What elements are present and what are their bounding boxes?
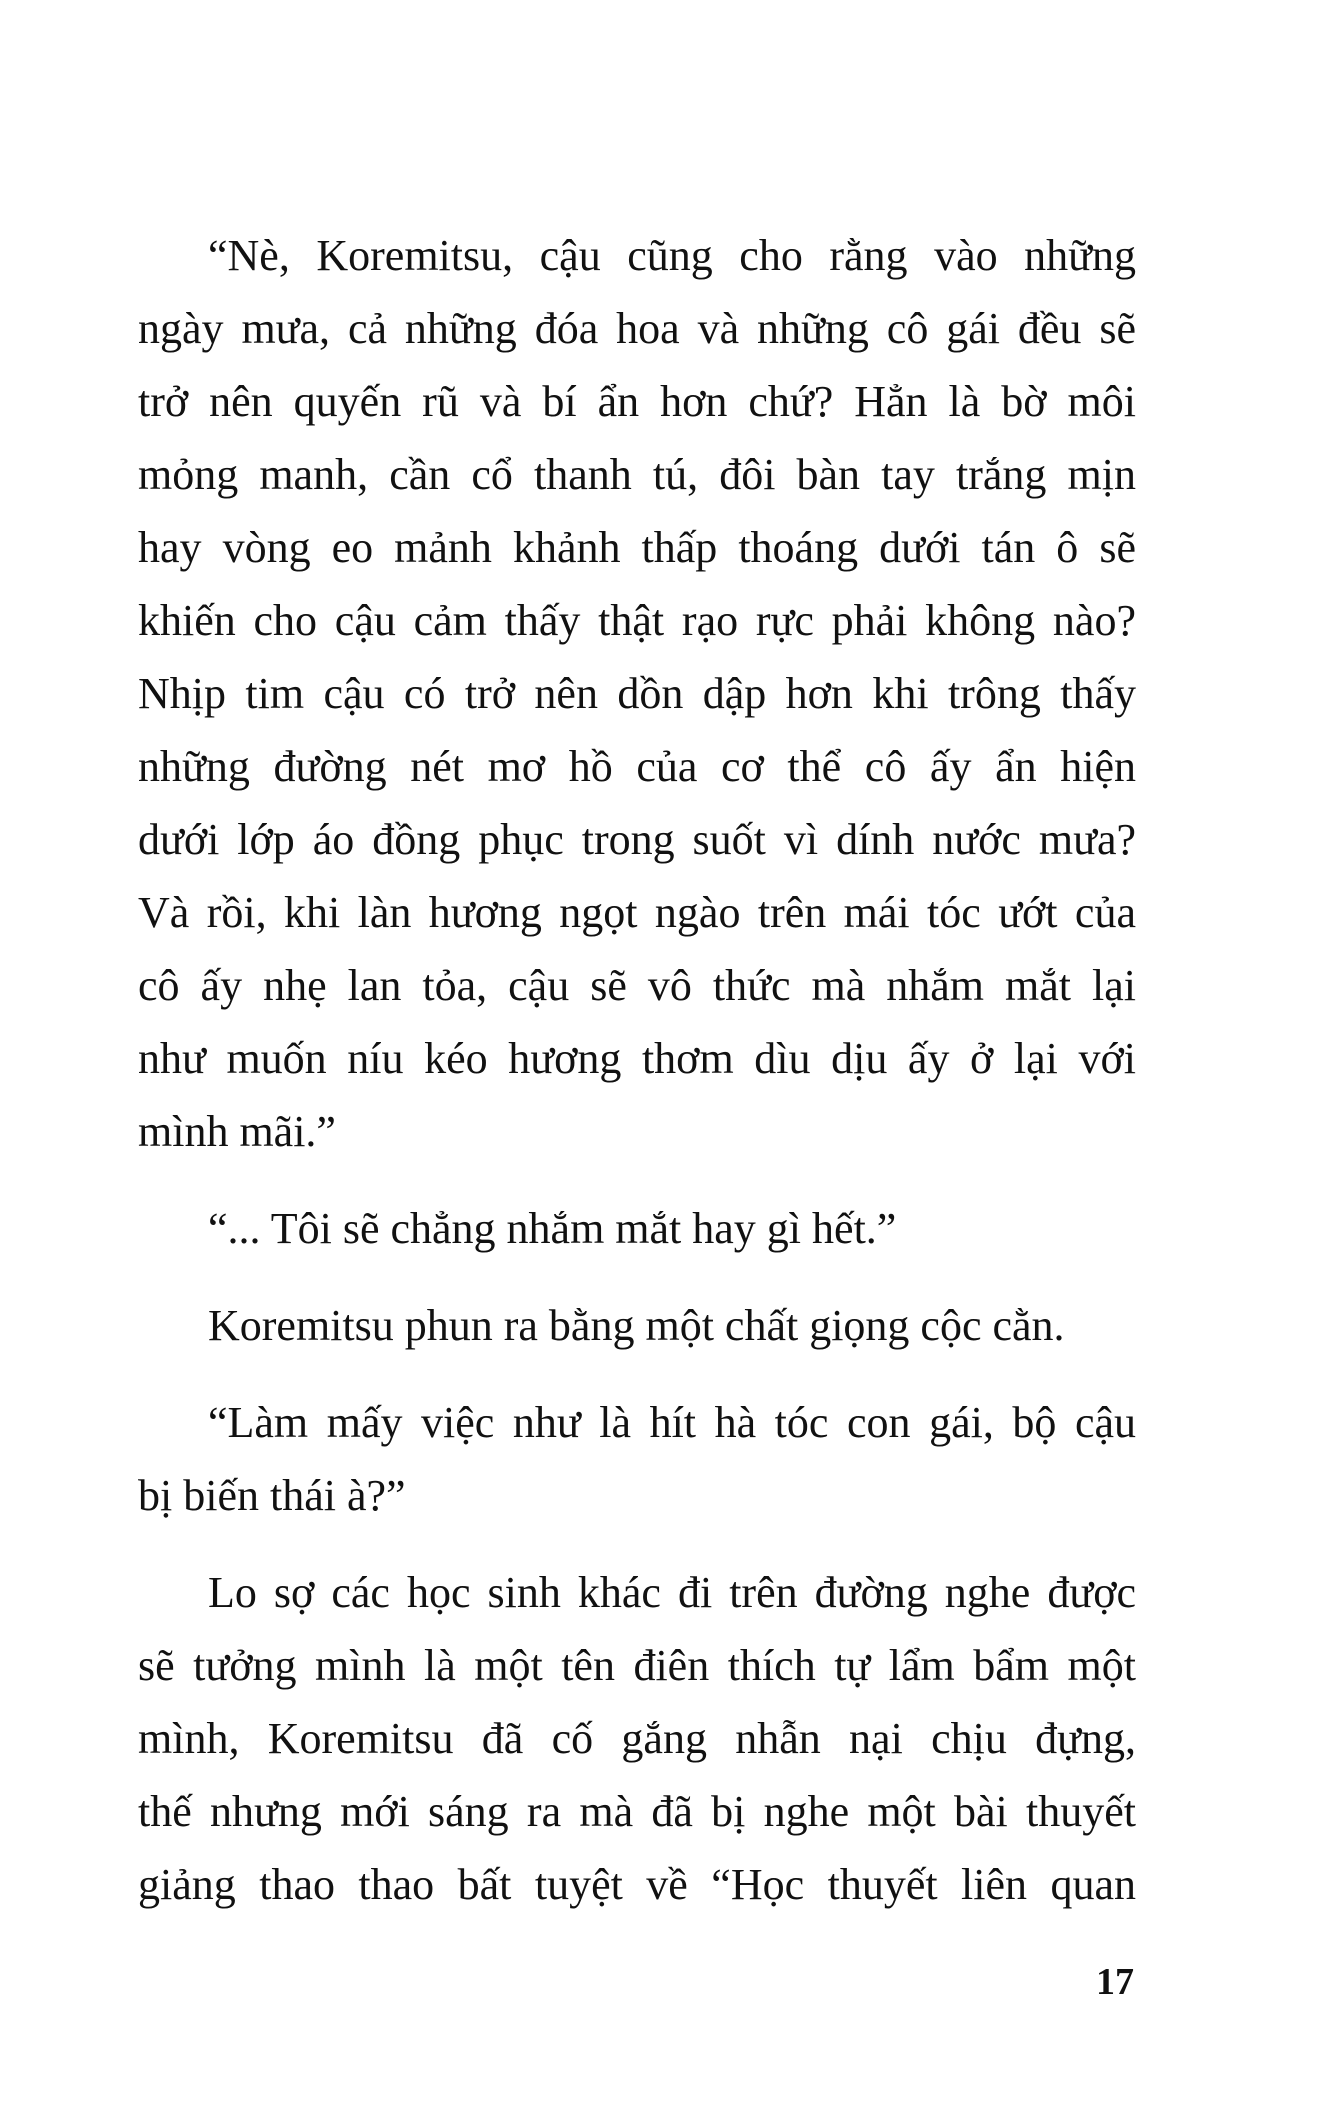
text-line: mỏng manh, cần cổ thanh tú, đôi bàn tay trắng mịn <box>138 450 1136 499</box>
text-line: ngày mưa, cả những đóa hoa và những cô gái đều sẽ <box>138 304 1136 353</box>
text-line: bị biến thái à?” <box>138 1471 406 1520</box>
text-line: Lo sợ các học sinh khác đi trên đường nghe được <box>208 1568 1136 1617</box>
text-line: như muốn níu kéo hương thơm dìu dịu ấy ở lại với <box>138 1034 1136 1083</box>
text-line: giảng thao thao bất tuyệt về “Học thuyết liên quan <box>138 1860 1136 1909</box>
text-line: những đường nét mơ hồ của cơ thể cô ấy ẩn hiện <box>138 742 1136 791</box>
paragraph <box>138 1192 1136 1265</box>
text-line: “Nè, Koremitsu, cậu cũng cho rằng vào những <box>208 231 1136 280</box>
text-line: “... Tôi sẽ chẳng nhắm mắt hay gì hết.” <box>208 1204 897 1253</box>
text-line: mình mãi.” <box>138 1107 336 1156</box>
paragraph <box>138 1289 1136 1362</box>
page-body-text <box>138 219 1136 1921</box>
text-line: sẽ tưởng mình là một tên điên thích tự lẩm bẩm một <box>138 1641 1136 1690</box>
text-line: Koremitsu phun ra bằng một chất giọng cộc cằn. <box>208 1301 1065 1350</box>
paragraph <box>138 1556 1136 1921</box>
text-line: Nhịp tim cậu có trở nên dồn dập hơn khi trông thấy <box>138 669 1136 718</box>
text-line: thế nhưng mới sáng ra mà đã bị nghe một bài thuyết <box>138 1787 1136 1836</box>
text-line: trở nên quyến rũ và bí ẩn hơn chứ? Hẳn là bờ môi <box>138 377 1136 426</box>
text-line: Và rồi, khi làn hương ngọt ngào trên mái tóc ướt của <box>138 888 1136 937</box>
paragraph <box>138 1386 1136 1532</box>
paragraph <box>138 219 1136 1168</box>
text-line: mình, Koremitsu đã cố gắng nhẫn nại chịu đựng, <box>138 1714 1136 1763</box>
text-line: khiến cho cậu cảm thấy thật rạo rực phải không nào? <box>138 596 1136 645</box>
text-line: hay vòng eo mảnh khảnh thấp thoáng dưới tán ô sẽ <box>138 523 1136 572</box>
text-line: “Làm mấy việc như là hít hà tóc con gái, bộ cậu <box>208 1398 1136 1447</box>
text-line: cô ấy nhẹ lan tỏa, cậu sẽ vô thức mà nhắm mắt lại <box>138 961 1136 1010</box>
page-number: 17 <box>1096 1961 1134 2003</box>
text-line: dưới lớp áo đồng phục trong suốt vì dính nước mưa? <box>138 815 1136 864</box>
